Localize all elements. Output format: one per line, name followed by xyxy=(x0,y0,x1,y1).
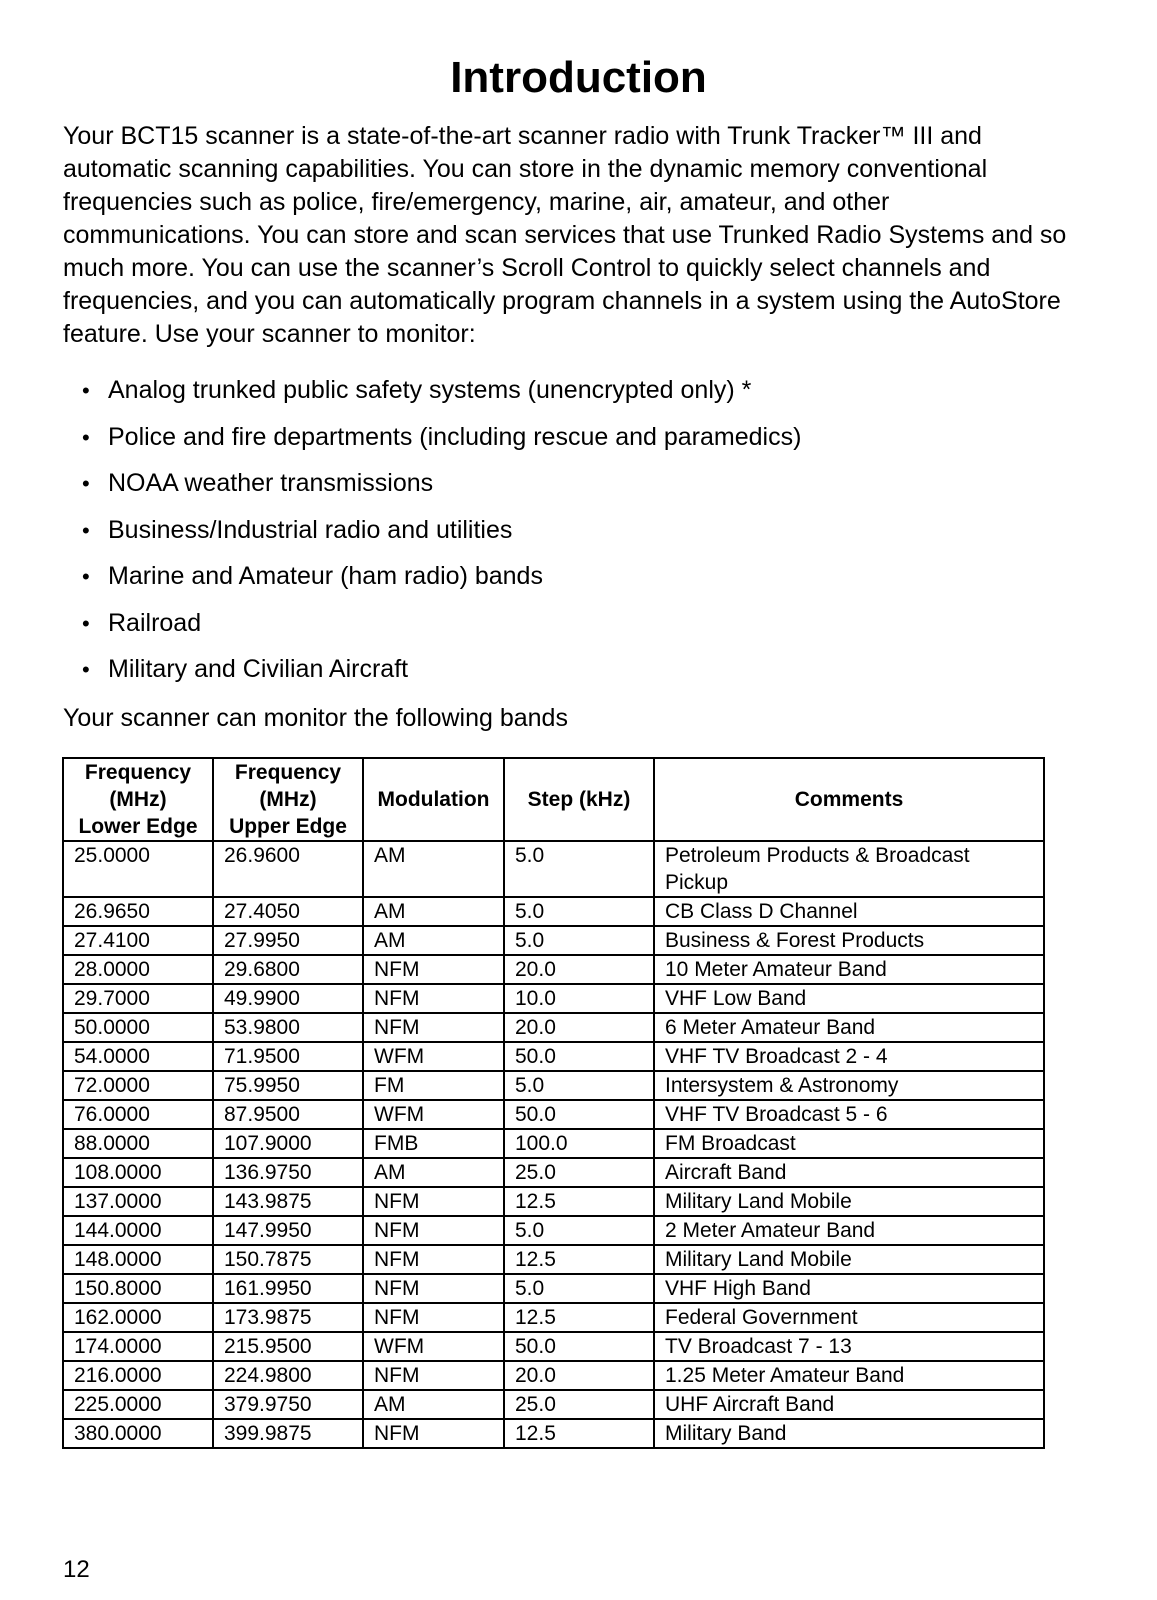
page-number: 12 xyxy=(63,1556,90,1583)
table-cell: 162.0000 xyxy=(63,1303,213,1332)
table-cell: 20.0 xyxy=(504,1361,654,1390)
table-cell: 27.9950 xyxy=(213,926,363,955)
table-cell: VHF TV Broadcast 5 - 6 xyxy=(654,1100,1044,1129)
table-row xyxy=(63,1013,1044,1042)
column-header-line: Lower Edge xyxy=(78,815,198,838)
table-cell: Intersystem & Astronomy xyxy=(654,1071,1044,1100)
table-cell: 161.9950 xyxy=(213,1274,363,1303)
table-cell: 27.4100 xyxy=(63,926,213,955)
table-cell: NFM xyxy=(363,1419,504,1448)
table-row xyxy=(63,1129,1044,1158)
table-cell: 399.9875 xyxy=(213,1419,363,1448)
column-header-line: Frequency xyxy=(84,761,192,784)
table-cell: 380.0000 xyxy=(63,1419,213,1448)
column-header-line: (MHz) xyxy=(109,788,167,811)
table-cell: 10.0 xyxy=(504,984,654,1013)
table-cell: 53.9800 xyxy=(213,1013,363,1042)
monitor-list xyxy=(63,374,1063,700)
table-cell: Military Land Mobile xyxy=(654,1187,1044,1216)
table-cell: 25.0 xyxy=(504,1390,654,1419)
table-cell: 100.0 xyxy=(504,1129,654,1158)
table-cell: Petroleum Products & Broadcast Pickup xyxy=(654,841,1044,897)
bullet-icon: • xyxy=(82,517,90,543)
table-cell: 88.0000 xyxy=(63,1129,213,1158)
table-cell: NFM xyxy=(363,1216,504,1245)
table-row xyxy=(63,1303,1044,1332)
table-cell: CB Class D Channel xyxy=(654,897,1044,926)
table-row xyxy=(63,926,1044,955)
table-cell: Aircraft Band xyxy=(654,1158,1044,1187)
table-cell: NFM xyxy=(363,1361,504,1390)
table-cell: VHF High Band xyxy=(654,1274,1044,1303)
table-row xyxy=(63,1361,1044,1390)
table-cell: NFM xyxy=(363,984,504,1013)
table-cell: 215.9500 xyxy=(213,1332,363,1361)
table-cell: Business & Forest Products xyxy=(654,926,1044,955)
table-row xyxy=(63,984,1044,1013)
table-cell: 5.0 xyxy=(504,841,654,897)
bullet-icon: • xyxy=(82,657,90,682)
table-row xyxy=(63,1216,1044,1245)
table-cell: 75.9950 xyxy=(213,1071,363,1100)
bullet-icon: • xyxy=(82,610,90,636)
list-item-label: Military and Civilian Aircraft xyxy=(108,655,409,683)
table-cell: AM xyxy=(363,1390,504,1419)
intro-paragraph: Your BCT15 scanner is a state-of-the-art scanner radio with Trunk Tracker™ III and automatic scanning capabilities. You can store in the dynamic memory conventional frequencies such as police, fire/emergency, marine, air, amateur, and other communications. You can store and scan services that use Trunked Radio Systems and so much more. You can use the scanner’s Scroll Control to quickly select channels and frequencies, and you can automatically program channels in a system using the AutoStore feature. Use your scanner to monitor: xyxy=(63,122,1067,348)
table-cell: 49.9900 xyxy=(213,984,363,1013)
column-header-line: Modulation xyxy=(377,788,490,811)
table-cell: 108.0000 xyxy=(63,1158,213,1187)
table-cell: 12.5 xyxy=(504,1187,654,1216)
column-header-line: Upper Edge xyxy=(229,815,347,838)
table-cell: 173.9875 xyxy=(213,1303,363,1332)
table-cell: 50.0000 xyxy=(63,1013,213,1042)
table-cell: 143.9875 xyxy=(213,1187,363,1216)
table-cell: NFM xyxy=(363,1303,504,1332)
list-item-label: Railroad xyxy=(108,608,202,637)
column-header-line: (MHz) xyxy=(259,788,317,811)
table-cell: AM xyxy=(363,1158,504,1187)
list-item xyxy=(63,607,1063,654)
list-item xyxy=(63,421,1063,468)
table-cell: 5.0 xyxy=(504,1071,654,1100)
table-cell: WFM xyxy=(363,1042,504,1071)
list-item-label: NOAA weather transmissions xyxy=(108,469,434,497)
table-row xyxy=(63,1274,1044,1303)
table-cell: NFM xyxy=(363,955,504,984)
bands-intro: Your scanner can monitor the following bands xyxy=(63,704,568,732)
column-header xyxy=(213,758,363,841)
table-cell: 12.5 xyxy=(504,1303,654,1332)
table-cell: 5.0 xyxy=(504,897,654,926)
column-header xyxy=(504,758,654,841)
table-row xyxy=(63,955,1044,984)
table-cell: AM xyxy=(363,897,504,926)
table-cell: 29.6800 xyxy=(213,955,363,984)
table-cell: Federal Government xyxy=(654,1303,1044,1332)
table-header-row xyxy=(63,758,1044,841)
list-item-label: Police and fire departments (including rescue and paramedics) xyxy=(108,422,802,451)
table-cell: 1.25 Meter Amateur Band xyxy=(654,1361,1044,1390)
table-cell: UHF Aircraft Band xyxy=(654,1390,1044,1419)
table-row xyxy=(63,1390,1044,1419)
table-cell: 136.9750 xyxy=(213,1158,363,1187)
table-row xyxy=(63,1332,1044,1361)
table-cell: 225.0000 xyxy=(63,1390,213,1419)
table-cell: 150.7875 xyxy=(213,1245,363,1274)
table-row xyxy=(63,1419,1044,1448)
table-cell: 20.0 xyxy=(504,955,654,984)
table-cell: 20.0 xyxy=(504,1013,654,1042)
table-cell: NFM xyxy=(363,1187,504,1216)
table-row xyxy=(63,1187,1044,1216)
list-item xyxy=(63,560,1063,607)
list-item xyxy=(63,653,1063,700)
table-cell: NFM xyxy=(363,1013,504,1042)
table-cell: AM xyxy=(363,841,504,897)
page-title: Introduction xyxy=(450,53,707,102)
table-cell: 54.0000 xyxy=(63,1042,213,1071)
table-cell: FM Broadcast xyxy=(654,1129,1044,1158)
table-cell: 12.5 xyxy=(504,1419,654,1448)
table-cell: 107.9000 xyxy=(213,1129,363,1158)
table-cell: 26.9600 xyxy=(213,841,363,897)
table-cell: 26.9650 xyxy=(63,897,213,926)
table-cell: TV Broadcast 7 - 13 xyxy=(654,1332,1044,1361)
table-cell: 25.0 xyxy=(504,1158,654,1187)
table-cell: NFM xyxy=(363,1274,504,1303)
table-row xyxy=(63,1158,1044,1187)
list-item-label: Analog trunked public safety systems (unencrypted only) * xyxy=(108,376,752,404)
table-row xyxy=(63,1042,1044,1071)
table-cell: 6 Meter Amateur Band xyxy=(654,1013,1044,1042)
column-header-line: Comments xyxy=(794,788,904,811)
table-cell: WFM xyxy=(363,1100,504,1129)
table-row xyxy=(63,841,1044,897)
table-cell: WFM xyxy=(363,1332,504,1361)
bullet-icon: • xyxy=(82,378,90,403)
table-cell: 10 Meter Amateur Band xyxy=(654,955,1044,984)
list-item-label: Marine and Amateur (ham radio) bands xyxy=(108,562,543,590)
table-cell: VHF TV Broadcast 2 - 4 xyxy=(654,1042,1044,1071)
column-header xyxy=(363,758,504,841)
list-item xyxy=(63,514,1063,561)
table-cell: 25.0000 xyxy=(63,841,213,897)
table-cell: 27.4050 xyxy=(213,897,363,926)
table-cell: 5.0 xyxy=(504,926,654,955)
bullet-icon: • xyxy=(82,424,90,450)
column-header-line: Frequency xyxy=(234,761,342,784)
table-cell: 224.9800 xyxy=(213,1361,363,1390)
table-body xyxy=(63,841,1044,1448)
table-cell: 71.9500 xyxy=(213,1042,363,1071)
table-cell: 50.0 xyxy=(504,1042,654,1071)
table-cell: FMB xyxy=(363,1129,504,1158)
table-cell: Military Band xyxy=(654,1419,1044,1448)
table-row xyxy=(63,1100,1044,1129)
table-cell: 379.9750 xyxy=(213,1390,363,1419)
table-cell: 137.0000 xyxy=(63,1187,213,1216)
table-row xyxy=(63,1245,1044,1274)
table-cell: 216.0000 xyxy=(63,1361,213,1390)
table-cell: 29.7000 xyxy=(63,984,213,1013)
table-cell: VHF Low Band xyxy=(654,984,1044,1013)
table-row xyxy=(63,897,1044,926)
column-header xyxy=(654,758,1044,841)
bullet-icon: • xyxy=(82,564,90,589)
table-cell: 2 Meter Amateur Band xyxy=(654,1216,1044,1245)
list-item xyxy=(63,374,1063,421)
table-cell: AM xyxy=(363,926,504,955)
table-cell: 174.0000 xyxy=(63,1332,213,1361)
table-cell: 148.0000 xyxy=(63,1245,213,1274)
list-item-label: Business/Industrial radio and utilities xyxy=(108,515,513,544)
table-cell: FM xyxy=(363,1071,504,1100)
table-cell: 144.0000 xyxy=(63,1216,213,1245)
table-cell: 5.0 xyxy=(504,1216,654,1245)
column-header xyxy=(63,758,213,841)
table-cell: 76.0000 xyxy=(63,1100,213,1129)
table-row xyxy=(63,1071,1044,1100)
table-cell: 50.0 xyxy=(504,1100,654,1129)
table-cell: 5.0 xyxy=(504,1274,654,1303)
table-cell: NFM xyxy=(363,1245,504,1274)
table-cell: Military Land Mobile xyxy=(654,1245,1044,1274)
table-cell: 147.9950 xyxy=(213,1216,363,1245)
list-item xyxy=(63,467,1063,514)
table-cell: 87.9500 xyxy=(213,1100,363,1129)
table-cell: 50.0 xyxy=(504,1332,654,1361)
bullet-icon: • xyxy=(82,471,90,496)
table-cell: 72.0000 xyxy=(63,1071,213,1100)
table-cell: 150.8000 xyxy=(63,1274,213,1303)
column-header-line: Step (kHz) xyxy=(527,788,631,811)
bands-table xyxy=(62,757,1045,1449)
table-cell: 12.5 xyxy=(504,1245,654,1274)
table-cell: 28.0000 xyxy=(63,955,213,984)
